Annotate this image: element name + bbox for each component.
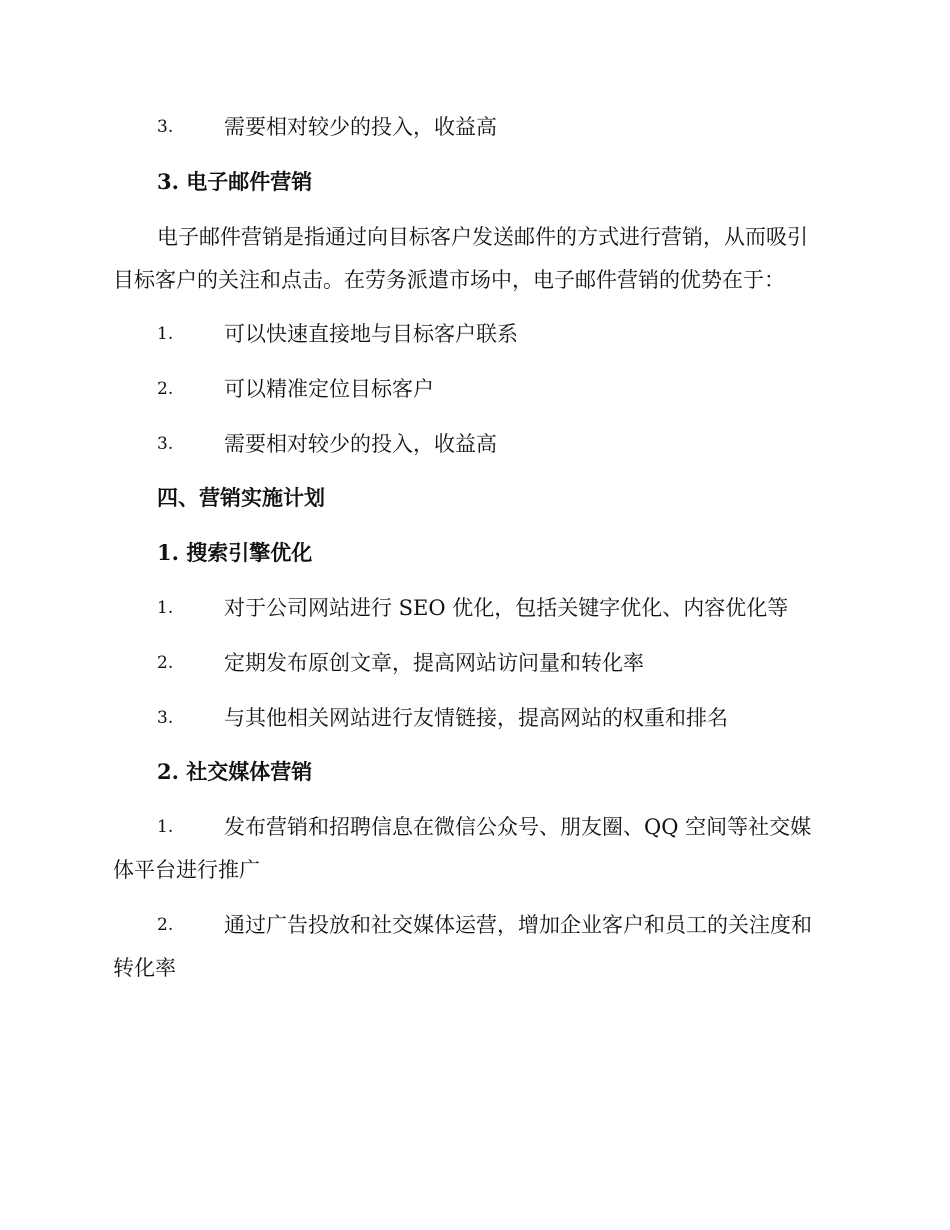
list-item-continuation: 体平台进行推广 (113, 858, 260, 882)
section-heading: 2. 社交媒体营销 (157, 759, 313, 784)
section-heading: 1. 搜索引擎优化 (157, 540, 313, 565)
list-number: 3. (157, 434, 174, 454)
paragraph-line: 电子邮件营销是指通过向目标客户发送邮件的方式进行营销，从而吸引 (157, 225, 808, 249)
section-heading: 3. 电子邮件营销 (157, 169, 313, 194)
list-item-text: 发布营销和招聘信息在微信公众号、朋友圈、QQ 空间等社交媒 (224, 815, 812, 839)
list-item-text: 可以快速直接地与目标客户联系 (224, 322, 518, 346)
paragraph-line: 目标客户的关注和点击。在劳务派遣市场中，电子邮件营销的优势在于： (113, 268, 785, 292)
list-number: 1. (157, 598, 174, 618)
list-number: 3. (157, 117, 174, 137)
list-item-text: 需要相对较少的投入，收益高 (224, 432, 497, 456)
list-item-text: 通过广告投放和社交媒体运营，增加企业客户和员工的关注度和 (224, 913, 812, 937)
list-item-continuation: 转化率 (113, 956, 176, 980)
list-number: 2. (157, 915, 174, 935)
list-item-text: 可以精准定位目标客户 (224, 377, 434, 401)
list-item-text: 定期发布原创文章，提高网站访问量和转化率 (224, 651, 644, 675)
list-item-text: 与其他相关网站进行友情链接，提高网站的权重和排名 (224, 706, 728, 730)
list-item-text: 需要相对较少的投入，收益高 (224, 115, 497, 139)
list-number: 1. (157, 324, 174, 344)
list-number: 2. (157, 653, 174, 673)
chapter-heading: 四、营销实施计划 (157, 485, 325, 510)
list-number: 3. (157, 708, 174, 728)
list-item-text: 对于公司网站进行 SEO 优化，包括关键字优化、内容优化等 (224, 596, 789, 620)
list-number: 2. (157, 379, 174, 399)
list-number: 1. (157, 817, 174, 837)
